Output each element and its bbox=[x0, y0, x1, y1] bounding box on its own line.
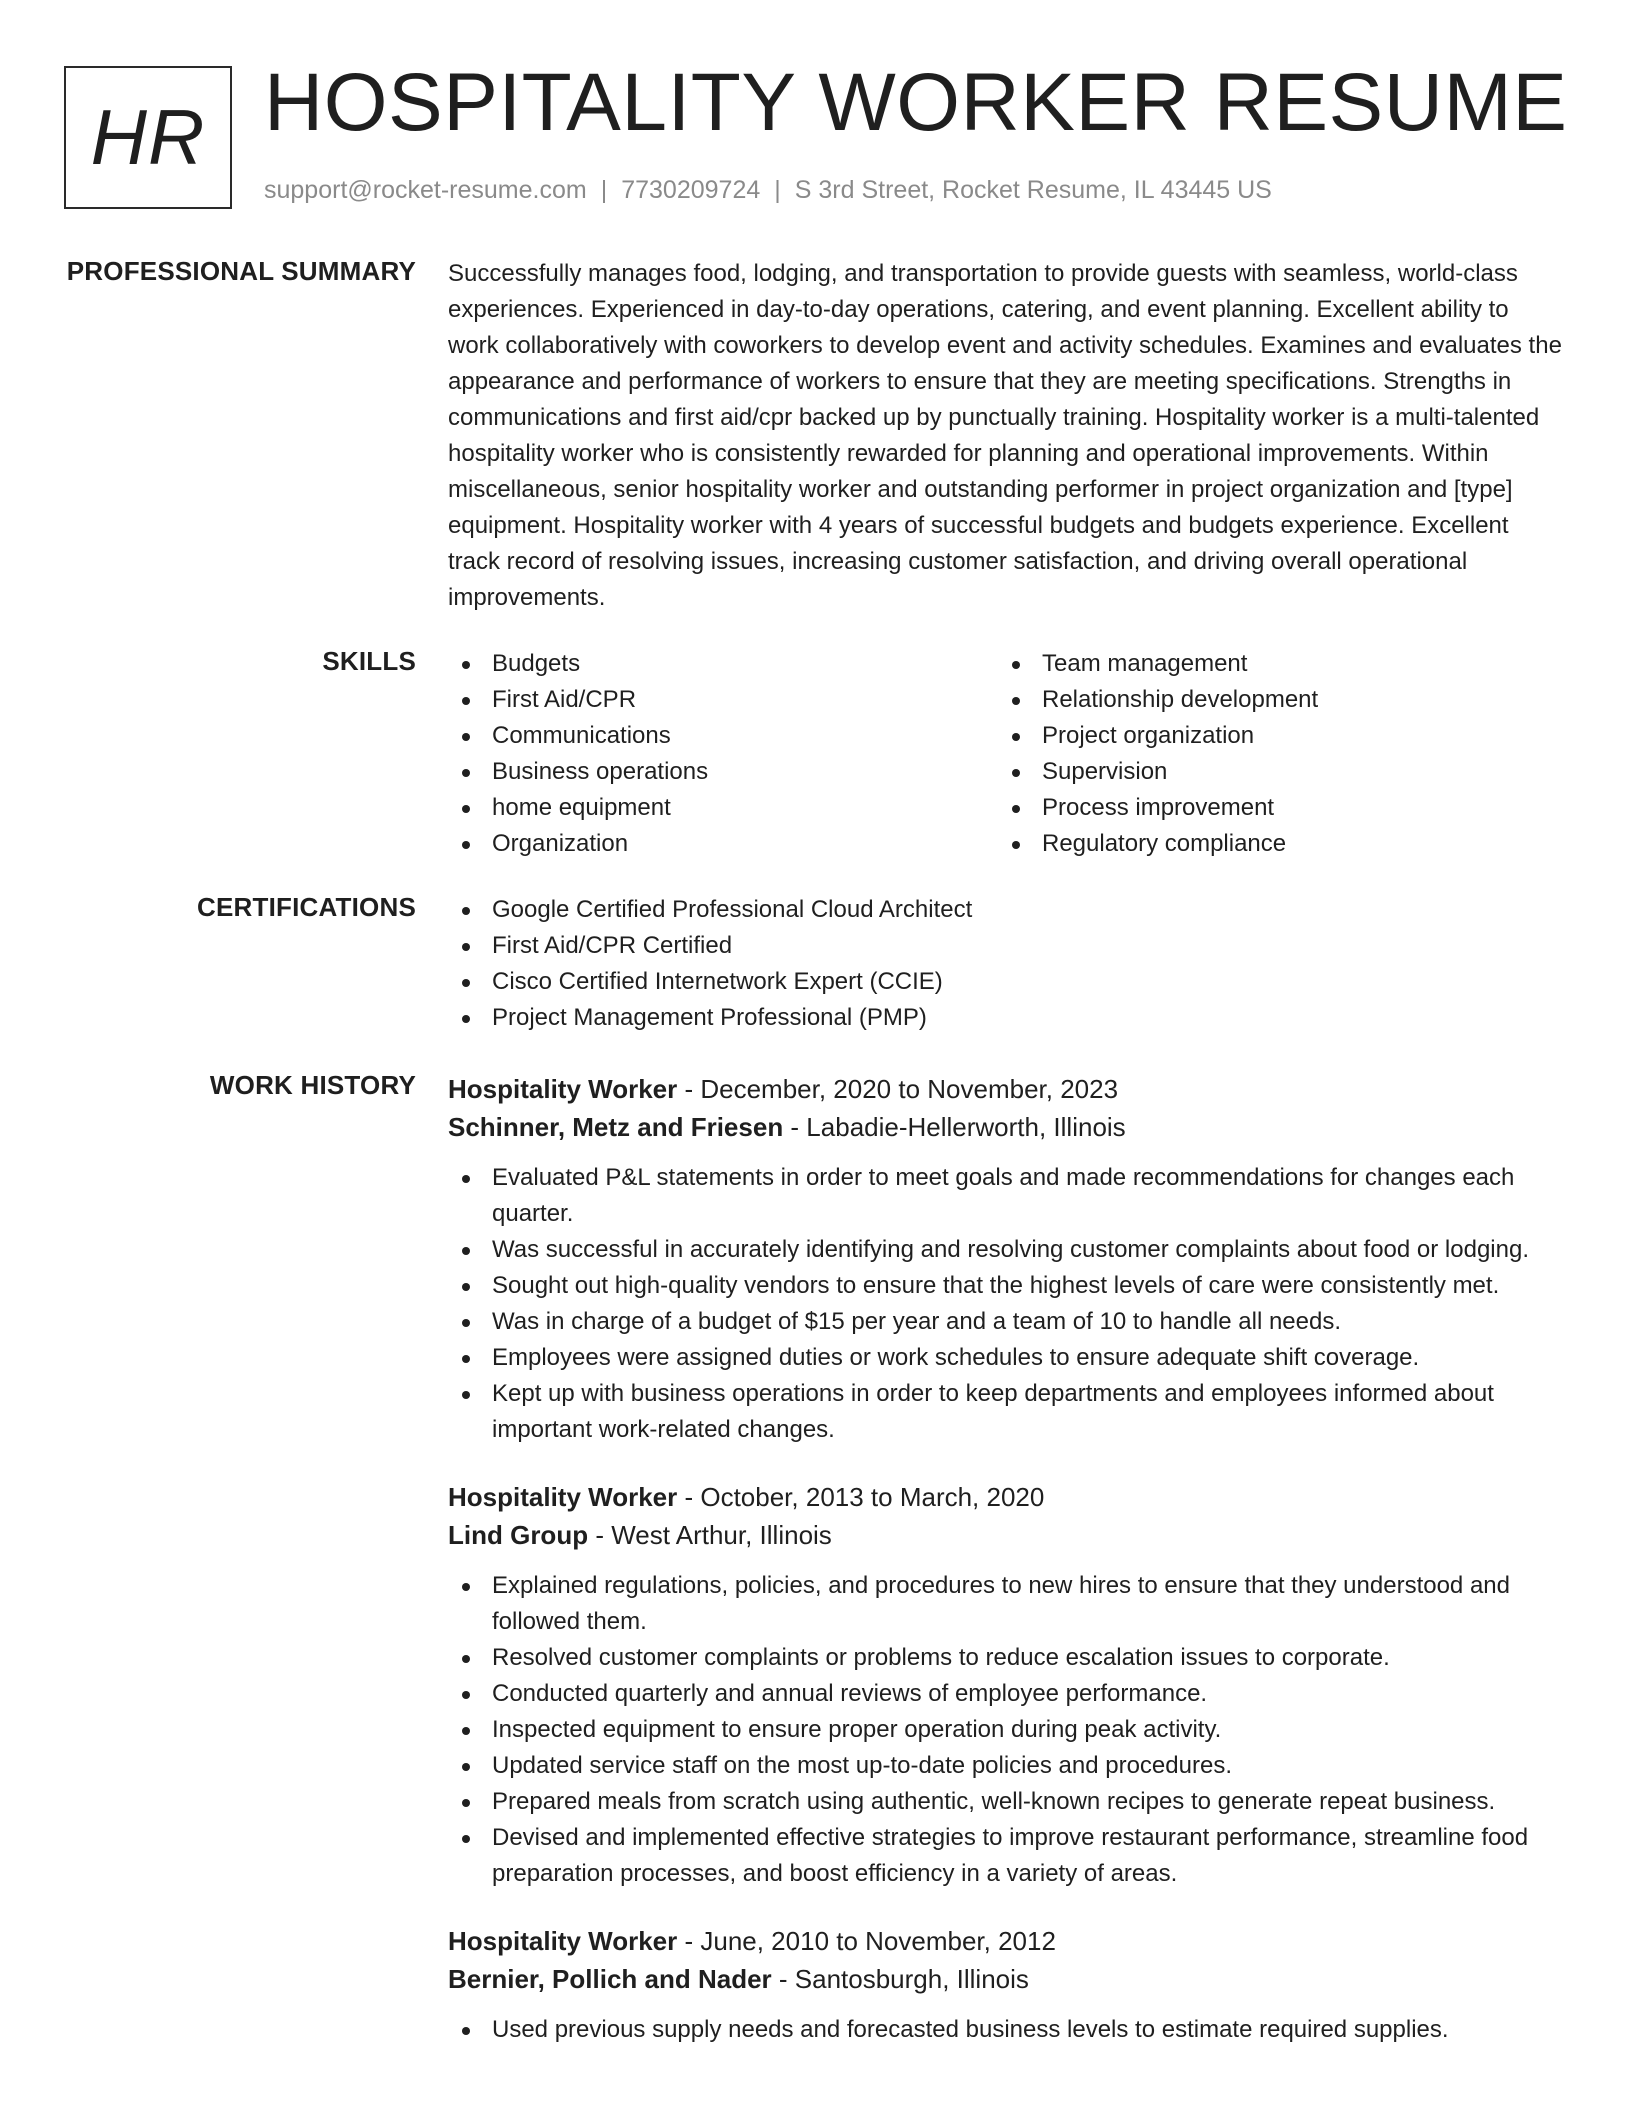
contact-separator: | bbox=[600, 176, 608, 204]
work-history-heading: WORK HISTORY bbox=[209, 1070, 416, 1100]
certification-item: Google Certified Professional Cloud Architect bbox=[448, 892, 1564, 928]
job-title-line bbox=[448, 1922, 1564, 1960]
job-company-line bbox=[448, 1516, 1564, 1554]
certifications-list bbox=[448, 892, 1564, 1036]
job-entry bbox=[448, 1070, 1564, 1448]
job-entry bbox=[448, 1922, 1564, 2048]
job-duties-list bbox=[448, 2012, 1564, 2048]
skill-item: First Aid/CPR bbox=[448, 682, 998, 718]
job-duty: Explained regulations, policies, and procedures to new hires to ensure that they understood and followed them. bbox=[448, 1568, 1564, 1640]
job-title-line bbox=[448, 1478, 1564, 1516]
skill-item: Process improvement bbox=[998, 790, 1548, 826]
resume-title: HOSPITALITY WORKER RESUME bbox=[264, 57, 1568, 148]
skill-item: Organization bbox=[448, 826, 998, 862]
contact-separator: | bbox=[774, 176, 781, 204]
contact-address: S 3rd Street, Rocket Resume, IL 43445 US bbox=[794, 176, 1272, 204]
job-duty: Employees were assigned duties or work schedules to ensure adequate shift coverage. bbox=[448, 1340, 1564, 1376]
job-duty: Sought out high-quality vendors to ensure that the highest levels of care were consistently met. bbox=[448, 1268, 1564, 1304]
certifications-heading: CERTIFICATIONS bbox=[197, 892, 416, 922]
contact-line bbox=[264, 176, 1272, 205]
skill-item: Relationship development bbox=[998, 682, 1548, 718]
job-company: Schinner, Metz and Friesen bbox=[448, 1112, 784, 1142]
monogram-badge bbox=[64, 66, 232, 209]
skill-item: Team management bbox=[998, 646, 1548, 682]
job-title: Hospitality Worker bbox=[448, 1926, 678, 1956]
job-duty: Kept up with business operations in order to keep departments and employees informed about important work-related changes. bbox=[448, 1376, 1564, 1448]
job-duty: Updated service staff on the most up-to-date policies and procedures. bbox=[448, 1748, 1564, 1784]
monogram-text: HR bbox=[90, 93, 206, 181]
skill-item: Regulatory compliance bbox=[998, 826, 1548, 862]
contact-email: support@rocket-resume.com bbox=[264, 176, 587, 204]
skill-item: Communications bbox=[448, 718, 998, 754]
skills-heading: SKILLS bbox=[322, 646, 416, 676]
job-title-line bbox=[448, 1070, 1564, 1108]
skill-item: home equipment bbox=[448, 790, 998, 826]
skills-grid bbox=[448, 646, 1564, 862]
skill-item: Project organization bbox=[998, 718, 1548, 754]
skill-item: Business operations bbox=[448, 754, 998, 790]
job-duty: Was in charge of a budget of $15 per year and a team of 10 to handle all needs. bbox=[448, 1304, 1564, 1340]
skills-list-left bbox=[448, 646, 998, 862]
job-company-line bbox=[448, 1960, 1564, 1998]
skill-item: Supervision bbox=[998, 754, 1548, 790]
job-dates: - December, 2020 to November, 2023 bbox=[677, 1074, 1119, 1104]
job-title: Hospitality Worker bbox=[448, 1482, 678, 1512]
job-duty: Evaluated P&L statements in order to meet goals and made recommendations for changes each quarter. bbox=[448, 1160, 1564, 1232]
job-company-line bbox=[448, 1108, 1564, 1146]
job-duties-list bbox=[448, 1160, 1564, 1448]
job-entry bbox=[448, 1478, 1564, 1892]
job-title: Hospitality Worker bbox=[448, 1074, 678, 1104]
job-duty: Devised and implemented effective strategies to improve restaurant performance, streamline food preparation processes, and boost efficiency in a variety of areas. bbox=[448, 1820, 1564, 1892]
job-duty: Inspected equipment to ensure proper operation during peak activity. bbox=[448, 1712, 1564, 1748]
summary-text: Successfully manages food, lodging, and transportation to provide guests with seamless, world-class experiences. Experienced in day-to-day operations, catering, and event planning. Excellent ability to work collaboratively with coworkers to develop event and activity schedules. Examines and evaluates the appearance and performance of workers to ensure that they are meeting specifications. Strengths in communications and first aid/cpr backed up by punctually training. Hospitality worker is a multi-talented hospitality worker who is consistently rewarded for planning and operational improvements. Within miscellaneous, senior hospitality worker and outstanding performer in project organization and [type] equipment. Hospitality worker with 4 years of successful budgets and budgets experience. Excellent track record of resolving issues, increasing customer satisfaction, and driving overall operational improvements. bbox=[448, 260, 1562, 611]
certification-item: Cisco Certified Internetwork Expert (CCIE) bbox=[448, 964, 1564, 1000]
skill-item: Budgets bbox=[448, 646, 998, 682]
contact-phone: 7730209724 bbox=[621, 176, 761, 204]
job-location: - West Arthur, Illinois bbox=[588, 1520, 832, 1550]
certification-item: First Aid/CPR Certified bbox=[448, 928, 1564, 964]
job-duty: Conducted quarterly and annual reviews of employee performance. bbox=[448, 1676, 1564, 1712]
job-duty: Used previous supply needs and forecasted business levels to estimate required supplies. bbox=[448, 2012, 1564, 2048]
job-duty: Was successful in accurately identifying and resolving customer complaints about food or lodging. bbox=[448, 1232, 1564, 1268]
job-company: Bernier, Pollich and Nader bbox=[448, 1964, 772, 1994]
job-dates: - June, 2010 to November, 2012 bbox=[677, 1926, 1056, 1956]
certification-item: Project Management Professional (PMP) bbox=[448, 1000, 1564, 1036]
job-location: - Labadie-Hellerworth, Illinois bbox=[783, 1112, 1126, 1142]
summary-heading: PROFESSIONAL SUMMARY bbox=[66, 256, 416, 286]
job-company: Lind Group bbox=[448, 1520, 589, 1550]
job-location: - Santosburgh, Illinois bbox=[771, 1964, 1029, 1994]
job-duties-list bbox=[448, 1568, 1564, 1892]
job-duty: Resolved customer complaints or problems to reduce escalation issues to corporate. bbox=[448, 1640, 1564, 1676]
job-duty: Prepared meals from scratch using authentic, well-known recipes to generate repeat business. bbox=[448, 1784, 1564, 1820]
job-dates: - October, 2013 to March, 2020 bbox=[677, 1482, 1045, 1512]
skills-list-right bbox=[998, 646, 1548, 862]
